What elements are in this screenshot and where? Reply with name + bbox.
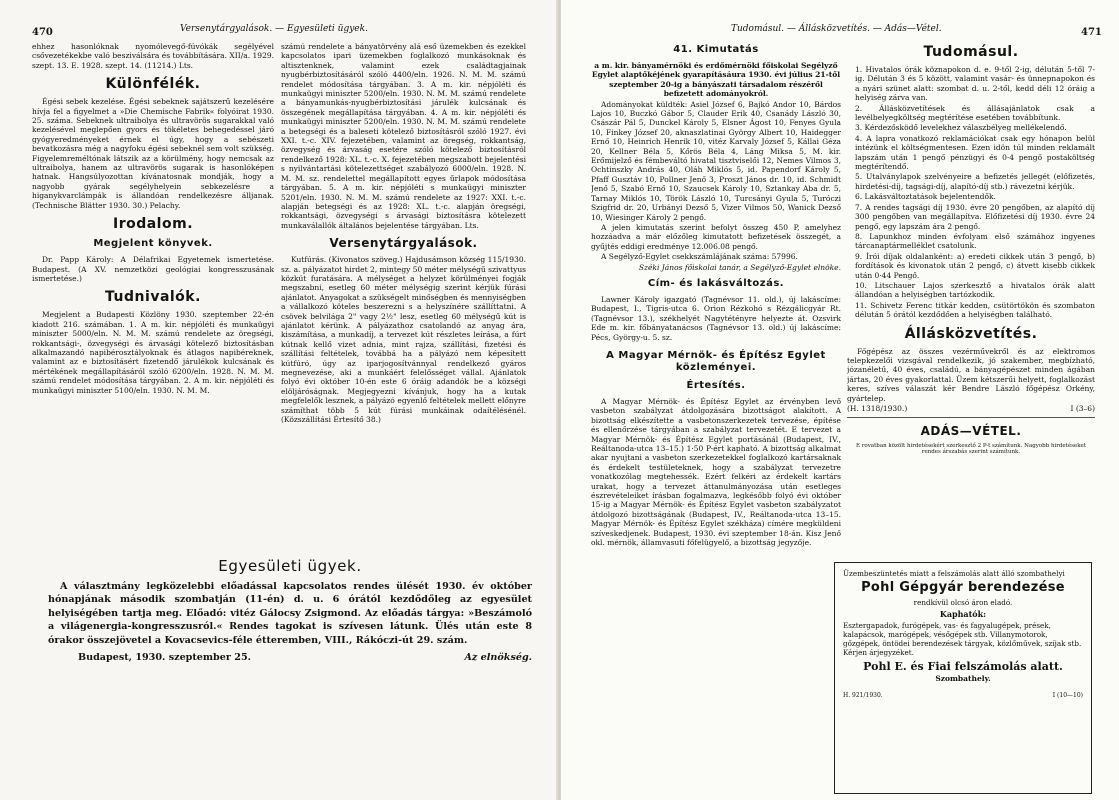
allas-code: I (3–6): [1070, 404, 1095, 413]
ad-line-1: Üzembeszüntetés miatt a felszámolás alatt álló szombathelyi: [843, 569, 1065, 578]
ertesites-text: A Magyar Mérnök- és Építész Egylet az érvényben levő vasbeton szabályzat átdolgozására bizottságot alakított. A bizottság elkészítette a vasbetonszerkezetek tervezése, építése és ellenőrzése tárgyában a szabályzat tervezetét. E tervezet a Magyar Mérnök- és Építész Egylet portásánál (Budapest, IV., Reáltanoda-utca 13–15.) 1·50 P-ért kapható. A bizottság alkalmat akar nyujtani a vasbeton szerkezetekkel foglalkozó kartársaknak és érdekelt testületeknek, hogy a szabályzat tervezetre vonatkozólag megtehessék. Ezért felkéri az érdekelt kartárs urakat, hogy a tervezet áttanulmányozása után esetleges észrevételeiket írásban fogalmazva, legkésőbb folyó évi október 15-ig a Magyar Mérnök- és Építész Egylet vasbeton szabályzatot átdolgozó bizottságának (Budapest, IV., Reáltanoda-utca 13–15. Magyar Mérnök- és Építész Egylet székháza) címére megküldeni szíveskedjenek. Budapest, 1930. évi szeptember 18-án. Kisz Jenő okl. mérnök, államvasuti főfelügyelő, a bizottság jegyzője.: [591, 396, 841, 548]
notice-signature: Az elnökség.: [464, 652, 532, 663]
left-running-head: Versenytárgyalások. — Egyesületi ügyek.: [180, 24, 368, 34]
left-page-number: 470: [32, 27, 53, 38]
csekkszamla-text: A Segélyző-Egylet csekkszámlájának száma: 57996.: [601, 252, 798, 262]
kulonfelek-heading: Különfélék.: [105, 76, 201, 93]
kimutatas-signer: Széki János főiskolai tanár, a Segélyző-Egylet elnöke.: [638, 262, 841, 272]
megjelent-heading: Megjelent könyvek.: [93, 238, 213, 250]
tudomasul-item-8: 8. Lapunkhoz minden évfolyam első számához ingyenes tárcanaptármelléklet csatolunk.: [855, 231, 1095, 251]
ertesites-heading: Értesítés.: [686, 379, 746, 391]
tudomasul-item-11: 11. Schivetz Ferenc titkár kedden, csütörtökön és szombaton délután 5 órától kezdődően a helyiségben található.: [855, 300, 1095, 320]
tudomasul-item-7: 7. A rendes tagsági díj 1930. évre 20 pengőben, az alapító díj 300 pengőben van megállapítva. Előfizetési díj 1930. évre 24 pengő, egy lapszám ára 2 pengő.: [855, 202, 1095, 231]
tudomasul-item-2: 2. Állásközvetítések és állásajánlatok csak a levélbelyegköltség megtérítése esetében továbbítunk.: [855, 103, 1095, 123]
ad-line-3: rendkívül olcsó áron eladó.: [913, 598, 1013, 607]
left-page: [0, 0, 558, 800]
cim-heading: Cím- és lakásváltozás.: [647, 277, 785, 289]
kutfuras-text: Kutfúrás. (Kivonatos szöveg.) Hajdusámson község 115/1930. sz. a. pályázatot hirdet 2, mintegy 50 méter mélységű szivattyus közkút furatására. A mélységet a helyzet körülményei fogják megszabni, esetleg 60 méter mélységig szerint kérjük fúrási ajánlatot. Anyagokat a szükségelt minőségben és mennyiségben a vállalkozó köteles beszerezni s a helyszínére szállíttatni. A csövek belvilága 2" vagy 2½" lesz, esetleg 60 mélységű kút is ajánlatot kérünk. A pályázathoz csatolandó az anyag ára, kiszámítása, a munkadíj, a tervezet kút részletes leírása, a fúrt kútnak kellő vizet adnia, mint rajza, szállítási, fizetési és szállítási feltételek, továbbá ha a pályázó nem képesített kútfúró, úgy az iparjogosítvánnyal rendelkező gyáros megnevezése, aki a munkáért felelősséget vállal. Ajánlatok folyó évi október 10-én este 6 óráig adandók be a községi elöljáróságnak. Megjegyezni kívánjuk, hogy ha a kutak megfelelők lesznek, a pályázó egyenlő feltételek mellett előnyre számíthat több 5 kút fúrási munkáinak odaítélésénél. (Közszállítási Értesítő 38.): [281, 255, 526, 425]
pohl-advertisement: [834, 562, 1092, 794]
right-running-head: Tudomásul. — Állásközvetítés. — Adás—Vétel.: [731, 24, 942, 34]
left-column-2: [281, 42, 526, 552]
right-page-number: 471: [1081, 27, 1102, 38]
kimutatas-subtitle: a m. kir. bányamérnöki és erdőmérnöki főiskolai Segélyző Egylet alaptőkéjének gyarapításáura 1930. évi július 21-től szeptember 20-ig a bányászati társadalom részéről befizetett adományokról.: [591, 61, 841, 99]
column2-continuation: számú rendelete a bányatörvény alá eső üzemekben és ezekkel kapcsolatos ipari üzemekben foglalkozó munkásoknak és altisztenknek, valamint ezek családtagjainak nyugbérbiztosításáról szóló 4400/eln. 1926. N. M. M. számú rendelet módosítása tárgyában. 3. A m. kir. népjóléti és munkaügyi miniszter 5200/eln. 1930. N. M. M. számú rendelete a bányamunkás-nyugbérbiztosítási járulék kulcsának és összegének megállapítása tárgyában. 4. A m. kir. népjóléti és munkaügyi miniszter 5200/eln. 1930. N. M. M. számú rendelete a betegségi és a baleseti kötelező biztosításról szóló 1927. évi XXI. t.-c. XIV. fejezetében, valamint az öregség, rokkantság, özvegység és árvaság esetére szóló kötelező biztosításról rendelkező 1928: XL. t.-c. X. fejezetében megszabott bejelentési s nyilvántartási kötelezettséget szabályozó 6000/eln. 1928. N. M. M. sz. rendelettel megállapított egyes űrlapok módosítása tárgyában. 5. A m. kir. népjóléti s munkaügyi miniszter 5201/eln. 1930. N. M. M. számú rendelete az 1927: XXI. t.-c. alapján betegségi és az 1928: XL. t.-c. alapján öregségi, rokkantsági, özvegységi s árvasági biztosításra kötelezett munkaválallók általános bejelentése tárgyában. Lts.: [281, 42, 526, 230]
tudomasul-item-9: 9. Írói díjak oldalanként: a) eredeti cikkek után 3 pengő, b) fordítások és kivonatok után 2 pengő, c) átvett kisebb cikkek után 0·44 Pengő.: [855, 251, 1095, 280]
donor-list: Adományokat küldték: Asiel József 6, Bajkó Andor 10, Bárdos Lajos 10, Buczkó Gábor 5, Clauder Erik 40, Csanády László 30, Császár Pál 5, Dunckel Károly 5, Elsner Ágost 10, Fenyes Gyula 10, Finkey József 20, aknaszlatinai György Albert 10, Haidegger Ernő 10, Heinrich Henrik 10, vitéz Karvaly József 5, Kállai Géza 20, Kellner Béla 5, Kőrös Béla 4, Láng Miksa 5, M. kir. Erőmijelző és fémbeváltó hivatal tisztviselői 12, Nemes Vilmos 3, Ochtinszky András 40, Oláh Miklós 5, id. Papendorf Károly 5, Pfaff Gusztáv 10, Pollner Jenő 3, Proszt János dr. 10, id. Schmidt Jenő 5, Szabó Ernő 10, Szaucsek Károly 10, Sztankay Aba dr. 5, Tarnay Miklós 10, Török László 10, Turcsányi Gyula 5, Turóczi Szigfrid dr. 20, Urbányi Dezső 5, Vizer Vilmos 50, Wanick Dezső 10, Wiesinger Károly 2 pengő.: [591, 99, 841, 222]
tudomasul-item-10: 10. Litschauer Lajos szerkesztő a hivatalos órák alatt állandóan a helyiségben tartózkodik.: [855, 280, 1095, 300]
kimutatas-heading: 41. Kimutatás: [673, 44, 759, 55]
ad-line-8: Szombathely.: [935, 674, 991, 683]
left-column-1: [32, 42, 274, 542]
ad-ref: H. 921/1930.: [843, 692, 883, 699]
mernok-heading: A Magyar Mérnök- és Építész Egylet közleményei.: [606, 349, 826, 373]
konyv-text: Dr. Papp Károly: A Délafrikai Egyetemek ismertetése. Budapest. (A XV. nemzetközi geológiai kongresszusának ismertetése.): [32, 255, 274, 283]
allaskozvetites-heading: Állásközvetítés.: [904, 325, 1038, 342]
ad-line-5: Esztergapadok, furógépek, vas- és fagyalugépek, prések, kalapácsok, marógépek, vésőgépek stb. Villanymotorok, gőzgépek, öntödei berendezések tárgyak, közlőművek, szíjak stb.: [843, 621, 1082, 648]
egyesuleti-body: A választmány legközelebbi előadással kapcsolatos rendes ülését 1930. év október hónapjának második szombatján (11-én) d. u. 6 órától kezdődőleg az egyesület helyiségében tartja meg. Előadó: vitéz Gálocsy Zsigmond. Az előadás tárgya: »Beszámoló a világenergia-kongresszusról.« Rendes tagokat is szívesen látunk. Ülés után este 8 órakor összejövetel a Kovacsevics-féle étteremben, VIII., Rákóczi-út 29. szám.: [48, 580, 532, 646]
tudomasul-heading: Tudomásul.: [923, 44, 1019, 60]
adas-vetel-heading: ADÁS—VÉTEL.: [920, 424, 1022, 439]
tudomasul-item-1: 1. Hivatalos órák köznapokon d. e. 9-től 2-ig, délután 5-től 7-ig. Délután 3 és 5 között, valamint vasár- és ünnepnapokon és a nyári szünet alatt: szombat d. u. 2-től, kedd déli 12 óráig a helyiség zárva van.: [855, 65, 1095, 103]
notice-date: Budapest, 1930. szeptember 25.: [78, 652, 251, 663]
tudomasul-item-5: 5. Utalványlapok szelvényeire a befizetés jellegét (előfizetés, hirdetési-díj, tagsági-díj, alapító-díj stb.) rávezetni kérjük.: [855, 172, 1095, 191]
ad-footer: [843, 691, 1083, 700]
egyesuleti-notice: [48, 557, 532, 665]
notice-footer: [48, 651, 532, 665]
right-page: [561, 0, 1119, 800]
ad-company-title: Pohl Gépgyár berendezése: [861, 580, 1065, 595]
ad-line-7: Pohl E. és Fiai felszámolás alatt.: [863, 660, 1063, 673]
ad-line-6: Kérjen árjegyzéket.: [843, 648, 914, 657]
tudnivalok-heading: Tudnivalók.: [105, 289, 201, 306]
right-column-1: [591, 42, 841, 792]
egesi-article: Égési sebek kezelése. Égési sebeknek sajátszerű kezelésére hívja fel a figyelmet a »Die Chemische Fabrik« folyóirat 1930. 25. száma. Sebeknek ultraibolya és ultravörös sugarakkal való kezelésével meglepően gyors és tökéletes behegedéssel járó gyógyeredményeket érnek el úgy, hogy a sebészeti bevatkozásra még a nagyfoku égési sebeknél sem volt szükség. Figyelemreméltónak látszik az a körülmény, hogy nemcsak az ultraibolya, hanem az ultravörös sugarak is hasonlóképen hatnak. Hangsúlyozottan kívánatosnak mondják, hogy a nagyobb gyárak segélyhelyein sebkezelésre a higanykvarclámpák is állandóan rendelkezésre álljanak. (Technische Blätter 1930. 30.) Pelachy.: [32, 97, 274, 210]
cim-text: Lawner Károly igazgató (Tagnévsor 11. old.), új lakáscíme: Budapest, I., Tigris-utca 6. Orion Rézkohó s Rézgálicgyár Rt. (Tagnévsor 13.), székhelyét Nagytétényre helyezte át. Ozsvirk Ede m. kir. főbányatanácsos (Tagnévsor 13. old.) új lakáscíme: Pécs, György-u. 5. sz.: [591, 294, 841, 342]
tudomasul-item-4: 4. A lapra vonatkozó reklamációkat csak egy hónapon belül intézünk el költségmentesen. Ezen idön túl minden reklamált lapszám után 1 pengő pénzügyi és 0·4 pengő postaköltség megtérítendő.: [855, 133, 1095, 172]
right-column-2: [847, 42, 1095, 562]
ad-code: I (10—10): [1052, 692, 1083, 699]
allas-reference: [847, 404, 1095, 413]
irodalom-heading: Irodalom.: [112, 216, 194, 233]
ad-line-4: Kaphatók:: [939, 609, 987, 619]
kimutatas-total: A jelen kimutatás szerint befolyt összeg 450 P, amelyhez hozzáadva a már előzőleg kimutatott befizetések összegét, a gyűjtés eddigi eredménye 12.006.08 pengő.: [591, 222, 841, 251]
egyesuleti-heading: Egyesületi ügyek.: [218, 557, 362, 575]
tudnivalok-text: Megjelent a Budapesti Közlöny 1930. szeptember 22-én kiadott 216. számában. 1. A m. kir. népjóléti és munkaügyi miniszter 5000/eln. N. M. M. számú rendelete az öregségi, rokkantsági-, özvegységi és árvasági kötelező biztosításban alkalmazandó napibérosztályoknak és átlagos napibéreknek, valamint az e biztosításért fizetendő járulékok kulcsának és mértékének megállapításáról szóló 6200/eln. 1928. N. M. M. számú rendelet módosítása tárgyában. 2. A m. kir. népjóléti és munkaügyi miniszter 5100/eln. 1930. N. M. M.: [32, 310, 274, 395]
tudomasul-item-6: 6. Lakásváltoztatások bejelentendők.: [855, 192, 996, 202]
intro-text: ehhez hasonlóknak nyomólevegő-fúvókák segélyével csővezetékekbe való besziválsára és továbbítására. XII/a. 1929. szept. 13. E. 1928. szept. 14. (11214.) Lts.: [32, 42, 274, 70]
tudomasul-item-3: 3. Kérdezősködő levelekhez válaszbélyeg mellékelendő.: [855, 123, 1067, 133]
adas-vetel-note: E rovatban közölt hirdetésekért szerkesztő 2 P-t számítunk. Nagyobb hirdetéseket rendes árszabás szerint számítunk.: [856, 443, 1086, 456]
allaskozvetites-text: Főgépész az összes vezérművekről és az elektromos telepkezelői vizsgával rendelkezik, jó szakember, megbízható, józanéletű, 40 éves, családú, a bányagépészet minden ágában jártas, 20 éves gyakorlattal. Üzem kétszerűi helyett, foglalkozást keres, szíves válaszát kér Bendre László főgépész Orkény, gyártelep.: [847, 346, 1095, 403]
allas-ref: (H. 1318/1930.): [847, 404, 908, 413]
divider: [847, 417, 1095, 418]
versenytargyalasok-heading: Versenytárgyalások.: [329, 236, 478, 251]
